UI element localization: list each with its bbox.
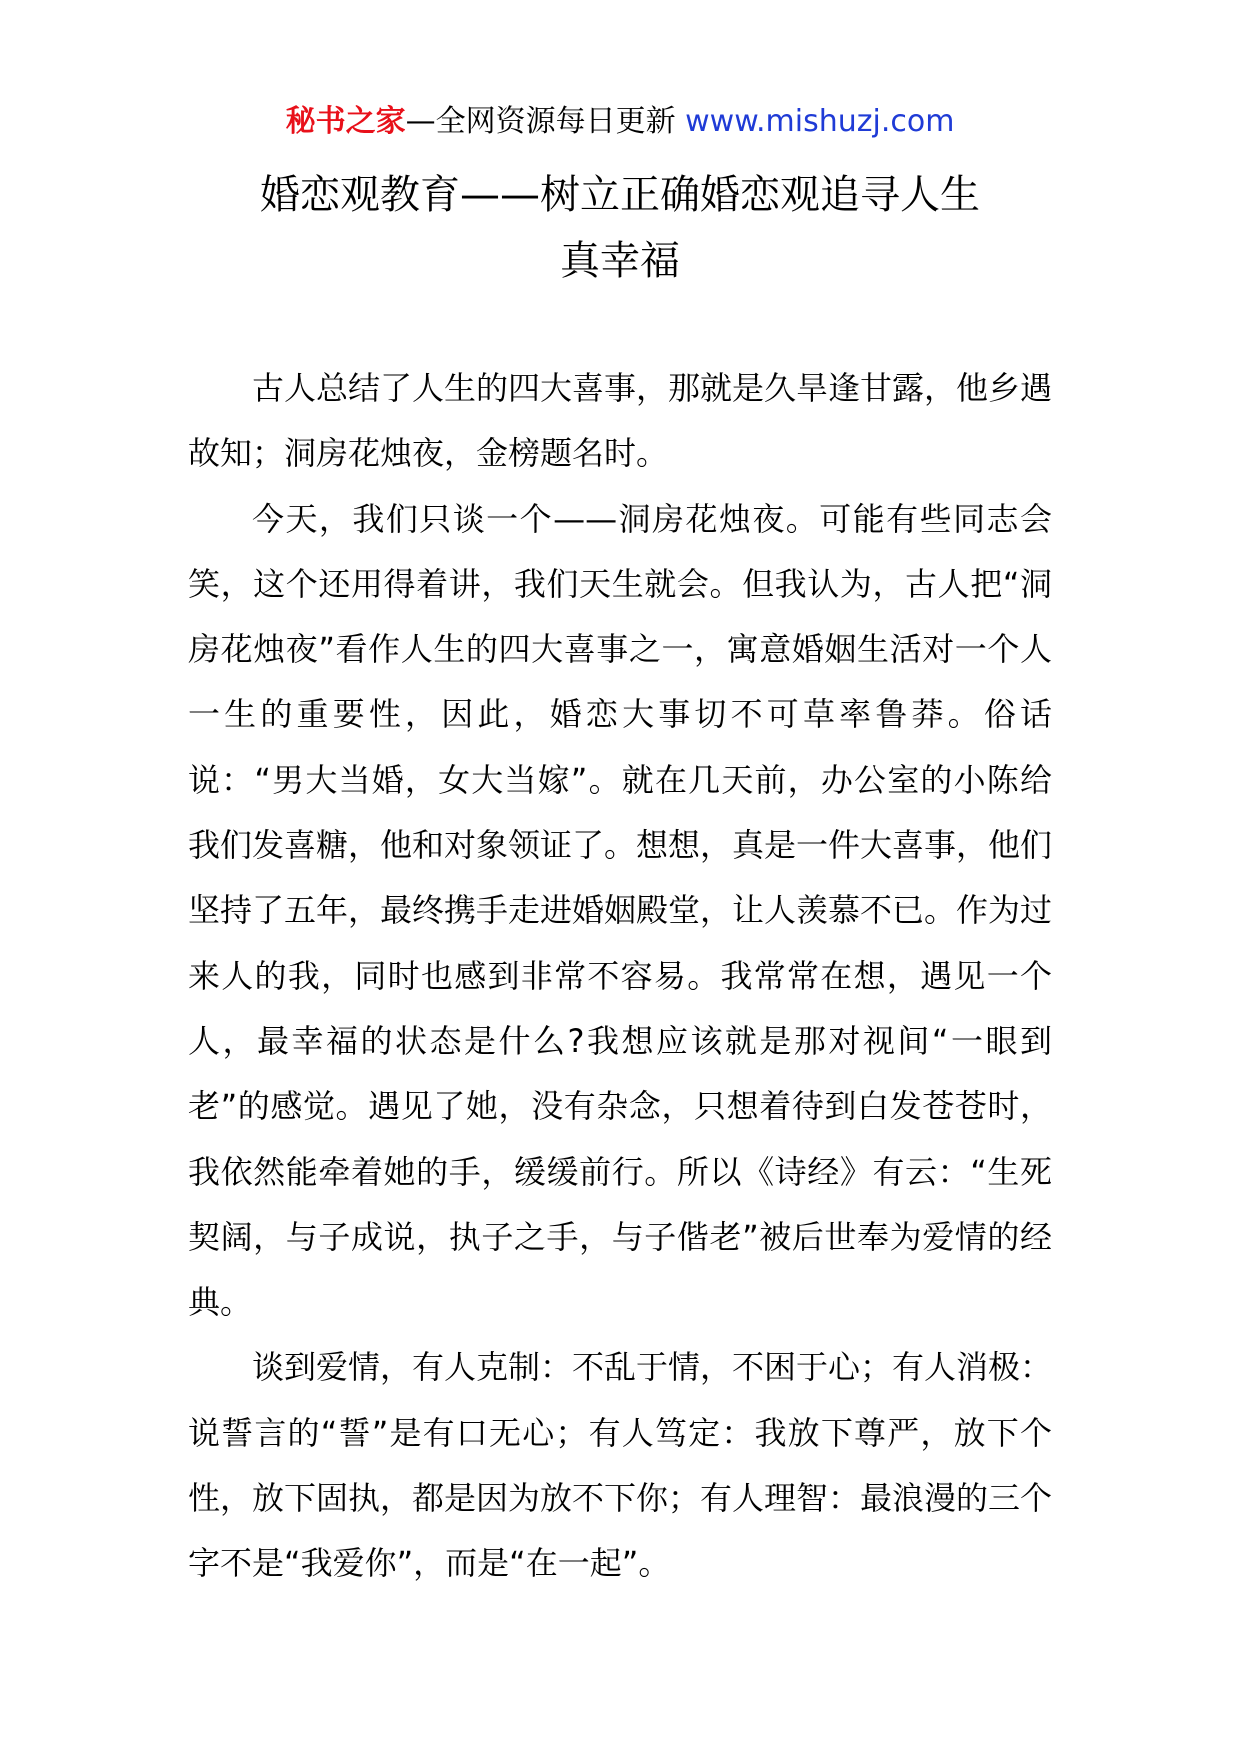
paragraph: 今天，我们只谈一个——洞房花烛夜。可能有些同志会笑，这个还用得着讲，我们天生就会。但我认为，古人把“洞房花烛夜”看作人生的四大喜事之一，寓意婚姻生活对一个人一生的重要性，因此，婚恋大事切不可草率鲁莽。俗话说：“男大当婚，女大当嫁”。就在几天前，办公室的小陈给我们发喜糖，他和对象领证了。想想，真是一件大喜事，他们坚持了五年，最终携手走进婚姻殿堂，让人羡慕不已。作为过来人的我，同时也感到非常不容易。我常常在想，遇见一个人，最幸福的状态是什么?我想应该就是那对视间“一眼到老”的感觉。遇见了她，没有杂念，只想着待到白发苍苍时，我依然能牵着她的手，缓缓前行。所以《诗经》有云：“生死契阔，与子成说，执子之手，与子偕老”被后世奉为爱情的经典。: [188, 499, 1053, 1322]
document-body: [188, 356, 1052, 1597]
site-url-link[interactable]: www.mishuzj.com: [685, 104, 955, 139]
paragraph: 古人总结了人生的四大喜事，那就是久旱逢甘露，他乡遇故知；洞房花烛夜，金榜题名时。: [188, 369, 1053, 473]
site-brand: 秘书之家: [285, 104, 406, 139]
document-title: [0, 162, 1240, 294]
site-header: [0, 100, 1240, 144]
site-tagline: —全网资源每日更新: [405, 104, 676, 139]
title-line-1: 婚恋观教育——树立正确婚恋观追寻人生: [260, 172, 980, 218]
paragraph: 谈到爱情，有人克制：不乱于情，不困于心；有人消极：说誓言的“誓”是有口无心；有人笃定：我放下尊严，放下个性，放下固执，都是因为放不下你；有人理智：最浪漫的三个字不是“我爱你”，而是“在一起”。: [188, 1348, 1053, 1583]
title-line-2: 真幸福: [560, 238, 680, 284]
